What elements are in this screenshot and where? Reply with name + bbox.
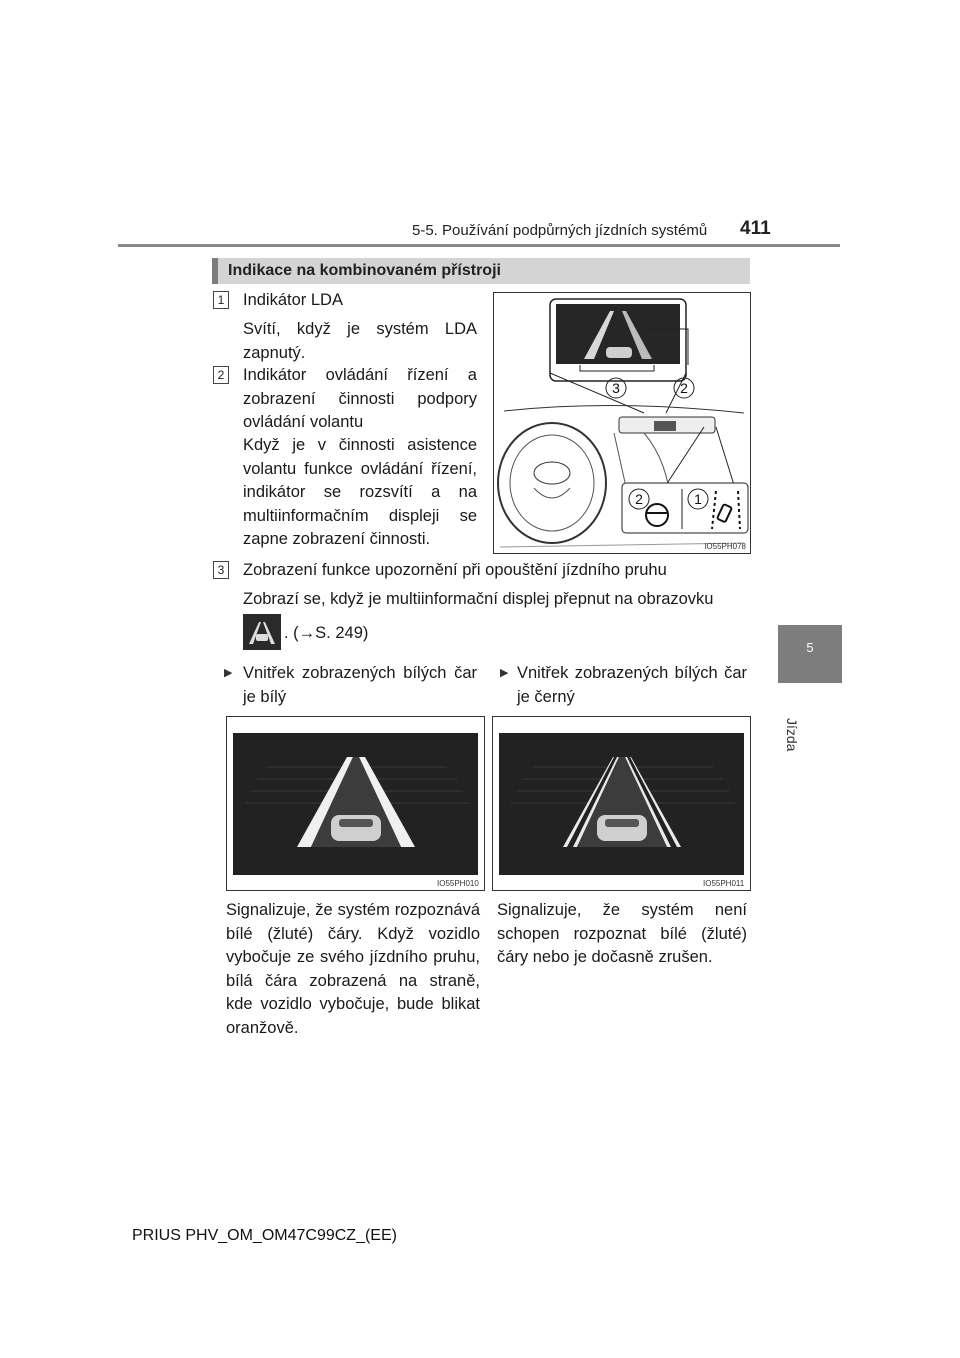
item-number-badge: 3 <box>213 561 229 579</box>
instrument-cluster-figure <box>493 292 751 554</box>
header-rule <box>118 244 840 247</box>
item-title: Indikátor LDA <box>243 291 343 309</box>
item-description: Zobrazí se, když je multiinformační displej přepnut na obrazovku <box>243 590 714 608</box>
figure-code: IO55PH078 <box>704 542 746 551</box>
figure-code: IO55PH011 <box>703 879 745 888</box>
callout-3: 3 <box>612 380 620 396</box>
case-heading: Vnitřek zobrazených bílých čar je bílý <box>243 664 477 706</box>
chapter-label: Jízda <box>784 718 800 752</box>
display-black-lines-figure <box>492 716 751 891</box>
item-title: Zobrazení funkce upozornění při opouštění jízdního pruhu <box>243 561 667 579</box>
display-white-lines-figure <box>226 716 485 891</box>
case-description: Signalizuje, že systém rozpoznává bílé (žluté) čáry. Když vozidlo vybočuje ze svého jízdního pruhu, bílá čára zobrazená na straně, kde vozidlo vybočuje, bude blikat oranžově. <box>226 901 480 1037</box>
case-description: Signalizuje, že systém není schopen rozpoznat bílé (žluté) čáry nebo je dočasně zrušen. <box>497 901 747 966</box>
section-title: Indikace na kombinovaném přístroji <box>228 262 501 279</box>
section-heading <box>212 258 750 284</box>
footer-document-id: PRIUS PHV_OM_OM47C99CZ_(EE) <box>132 1227 397 1244</box>
lda-screen-icon <box>243 614 281 650</box>
triangle-bullet-icon: ▶ <box>224 667 233 679</box>
callout-2-top: 2 <box>680 380 688 396</box>
running-header-section: 5-5. Používání podpůrných jízdních systémů <box>412 222 708 239</box>
callout-2-bottom: 2 <box>635 491 643 507</box>
item-title: Indikátor ovládání řízení a zobrazení činnosti podpory ovládání volantu <box>243 366 477 431</box>
chapter-number: 5 <box>806 640 814 655</box>
case-heading: Vnitřek zobrazených bílých čar je černý <box>517 664 747 706</box>
item-number-badge: 1 <box>213 291 229 309</box>
figure-code: IO55PH010 <box>437 879 479 888</box>
page-number: 411 <box>740 218 771 239</box>
item-number-badge: 2 <box>213 366 229 384</box>
triangle-bullet-icon: ▶ <box>500 667 509 679</box>
page-reference: . (→S. 249) <box>284 624 369 642</box>
callout-1: 1 <box>694 491 702 507</box>
item-description: Svítí, když je systém LDA zapnutý. <box>243 320 477 362</box>
item-description: Když je v činnosti asistence volantu funkce ovládání řízení, indikátor se rozsvítí a na multiinformačním displeji se zapne zobrazení činnosti. <box>243 436 477 548</box>
dashboard-illustration <box>494 293 750 553</box>
